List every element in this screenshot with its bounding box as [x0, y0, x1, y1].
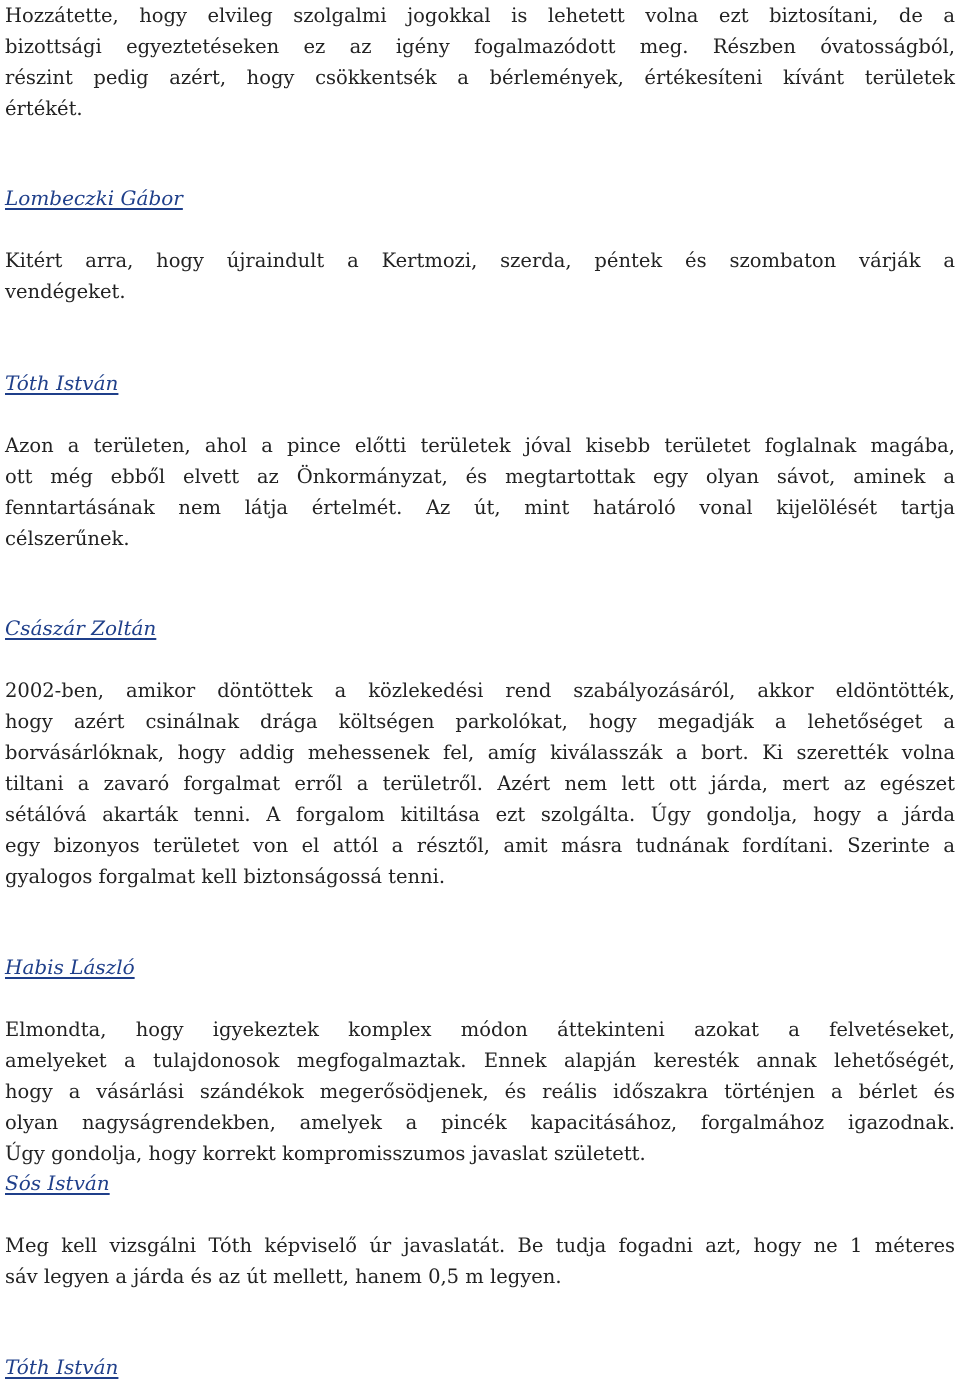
text-line: olyan nagyságrendekben, amelyek a pincék kapacitásához, forgalmához igazodnak. — [5, 1111, 955, 1134]
speaker-heading: Tóth István — [5, 1355, 119, 1379]
intro-paragraph — [5, 0, 955, 124]
text-line: sáv legyen a járda és az út mellett, hanem 0,5 m legyen. — [5, 1265, 562, 1288]
text-line: Meg kell vizsgálni Tóth képviselő úr javaslatát. Be tudja fogadni azt, hogy ne 1 méteres — [5, 1234, 955, 1257]
speaker-heading: Lombeczki Gábor — [5, 186, 183, 210]
text-line: amelyeket a tulajdonosok megfogalmaztak. Ennek alapján keresték annak lehetőségét, — [5, 1049, 955, 1072]
text-line: Kitért arra, hogy újraindult a Kertmozi, szerda, péntek és szombaton várják a — [5, 249, 955, 272]
speaker-heading: Tóth István — [5, 371, 119, 395]
text-line: egy bizonyos területet von el attól a résztől, amit másra tudnának fordítani. Szerinte a — [5, 834, 955, 857]
text-line: borvásárlóknak, hogy addig mehessenek fel, amíg kiválasszák a bort. Ki szerették volna — [5, 741, 955, 764]
text-line: Azon a területen, ahol a pince előtti területek jóval kisebb területet foglalnak magába, — [5, 434, 955, 457]
statement-paragraph — [5, 430, 955, 554]
text-line: értékét. — [5, 97, 83, 120]
speaker-heading: Sós István — [5, 1171, 110, 1195]
text-line: célszerűnek. — [5, 527, 130, 550]
text-line: hogy a vásárlási szándékok megerősödjenek, és reális időszakra történjen a bérlet és — [5, 1080, 955, 1103]
text-line: gyalogos forgalmat kell biztonságossá tenni. — [5, 865, 446, 888]
speaker-heading: Császár Zoltán — [5, 616, 157, 640]
text-line: Hozzátette, hogy elvileg szolgalmi jogokkal is lehetett volna ezt biztosítani, de a — [5, 4, 955, 27]
statement-paragraph — [5, 1014, 955, 1169]
text-line: sétálóvá akarták tenni. A forgalom kitiltása ezt szolgálta. Úgy gondolja, hogy a járda — [5, 803, 955, 826]
statement-paragraph — [5, 245, 955, 307]
statement-paragraph — [5, 1230, 955, 1292]
speaker-heading: Habis László — [5, 955, 135, 979]
text-line: Úgy gondolja, hogy korrekt kompromisszumos javaslat született. — [5, 1142, 646, 1165]
text-line: tiltani a zavaró forgalmat erről a területről. Azért nem lett ott járda, mert az egészet — [5, 772, 955, 795]
text-line: fenntartásának nem látja értelmét. Az út, mint határoló vonal kijelölését tartja — [5, 496, 955, 519]
text-line: ott még ebből elvett az Önkormányzat, és megtartottak egy olyan sávot, aminek a — [5, 465, 955, 488]
text-line: részint pedig azért, hogy csökkentsék a bérlemények, értékesíteni kívánt területek — [5, 66, 955, 89]
text-line: Elmondta, hogy igyekeztek komplex módon áttekinteni azokat a felvetéseket, — [5, 1018, 955, 1041]
text-line: vendégeket. — [5, 280, 126, 303]
text-line: 2002-ben, amikor döntöttek a közlekedési rend szabályozásáról, akkor eldöntötték, — [5, 679, 955, 702]
text-line: bizottsági egyeztetéseken ez az igény fogalmazódott meg. Részben óvatosságból, — [5, 35, 955, 58]
statement-paragraph — [5, 675, 955, 892]
text-line: hogy azért csinálnak drága költségen parkolókat, hogy megadják a lehetőséget a — [5, 710, 955, 733]
